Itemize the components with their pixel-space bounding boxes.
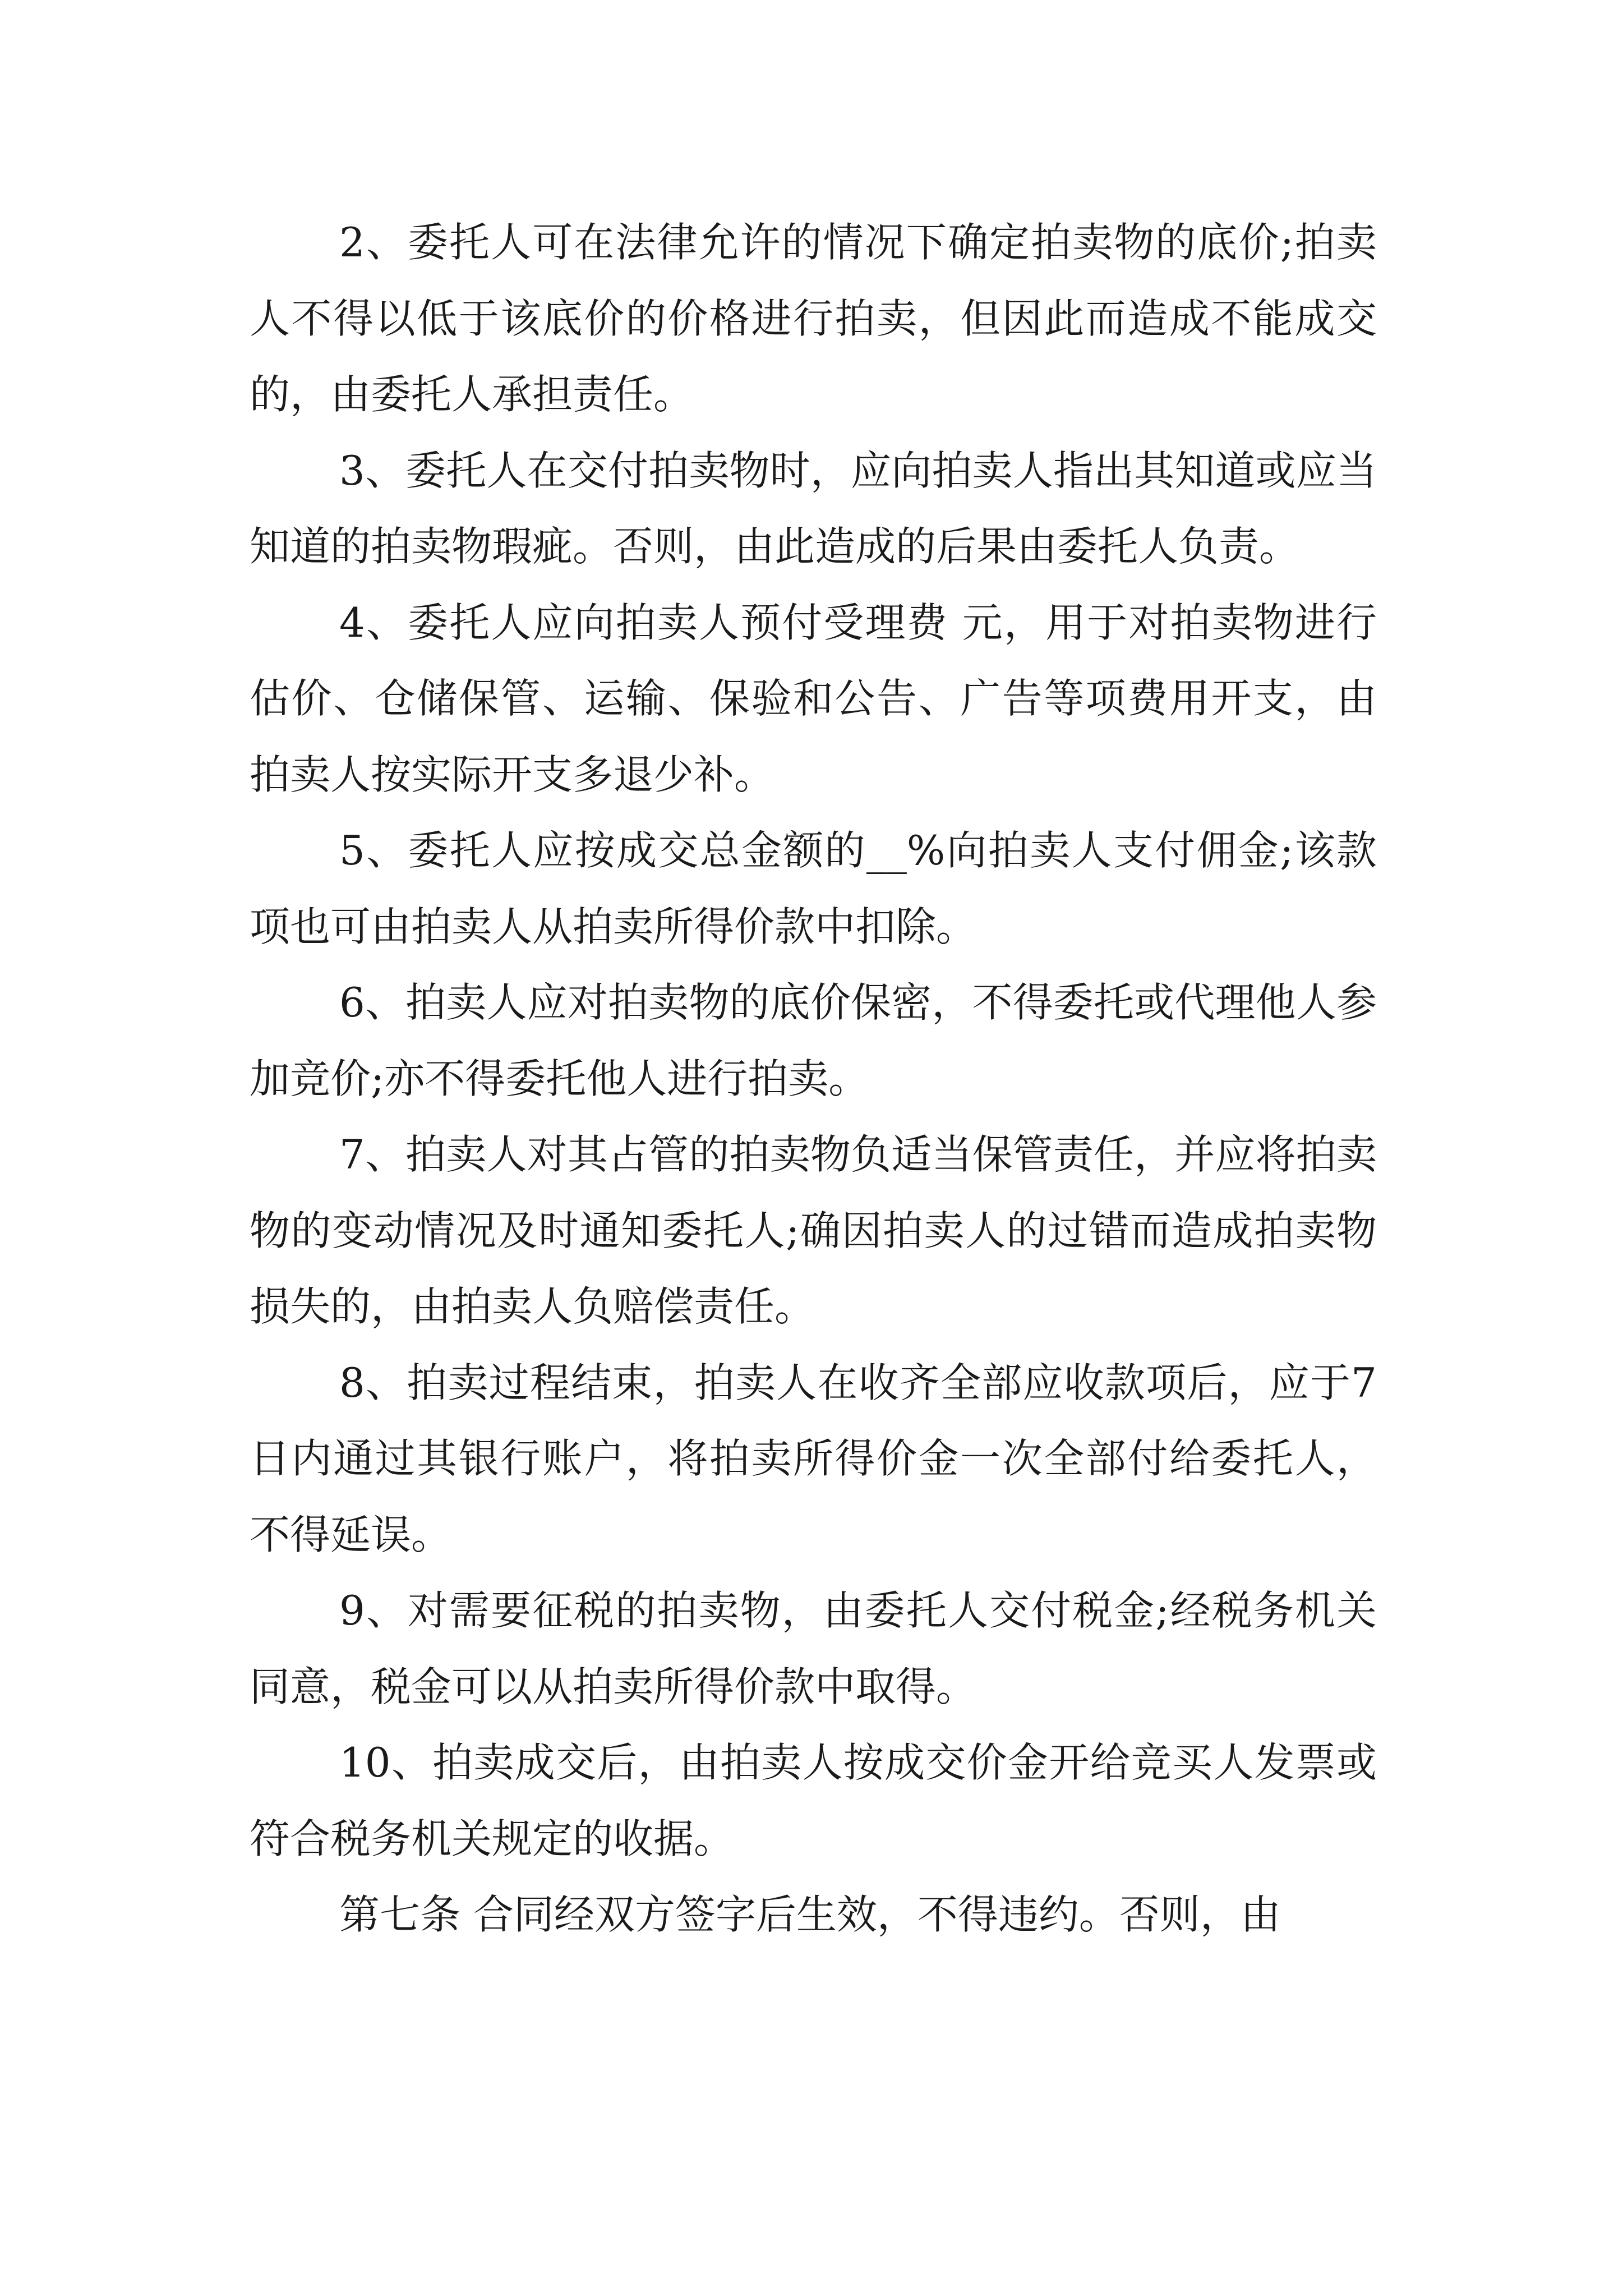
paragraph-clause-6: 6、拍卖人应对拍卖物的底价保密，不得委托或代理他人参加竞价;亦不得委托他人进行拍卖。 <box>250 979 1377 1102</box>
paragraph-clause-7: 7、拍卖人对其占管的拍卖物负适当保管责任，并应将拍卖物的变动情况及时通知委托人;确因拍卖人的过错而造成拍卖物损失的，由拍卖人负赔偿责任。 <box>250 1131 1377 1330</box>
paragraph-clause-3: 3、委托人在交付拍卖物时，应向拍卖人指出其知道或应当知道的拍卖物瑕疵。否则，由此造成的后果由委托人负责。 <box>250 447 1377 570</box>
document-body <box>250 205 1377 1953</box>
paragraph-clause-4: 4、委托人应向拍卖人预付受理费 元，用于对拍卖物进行估价、仓储保管、运输、保验和公告、广告等项费用开支，由拍卖人按实际开支多退少补。 <box>250 599 1377 798</box>
paragraph-article-7: 第七条 合同经双方签字后生效，不得违约。否则，由 <box>339 1891 1281 1938</box>
paragraph-clause-10: 10、拍卖成交后，由拍卖人按成交价金开给竞买人发票或符合税务机关规定的收据。 <box>250 1739 1377 1862</box>
paragraph-clause-9: 9、对需要征税的拍卖物，由委托人交付税金;经税务机关同意，税金可以从拍卖所得价款中取得。 <box>250 1587 1377 1710</box>
paragraph-clause-5: 5、委托人应按成交总金额的__%向拍卖人支付佣金;该款项也可由拍卖人从拍卖所得价款中扣除。 <box>250 827 1377 950</box>
paragraph-clause-8: 8、拍卖过程结束，拍卖人在收齐全部应收款项后，应于7日内通过其银行账户，将拍卖所得价金一次全部付给委托人，不得延误。 <box>250 1359 1377 1558</box>
paragraph-clause-2: 2、委托人可在法律允许的情况下确定拍卖物的底价;拍卖人不得以低于该底价的价格进行拍卖，但因此而造成不能成交的，由委托人承担责任。 <box>250 219 1377 418</box>
